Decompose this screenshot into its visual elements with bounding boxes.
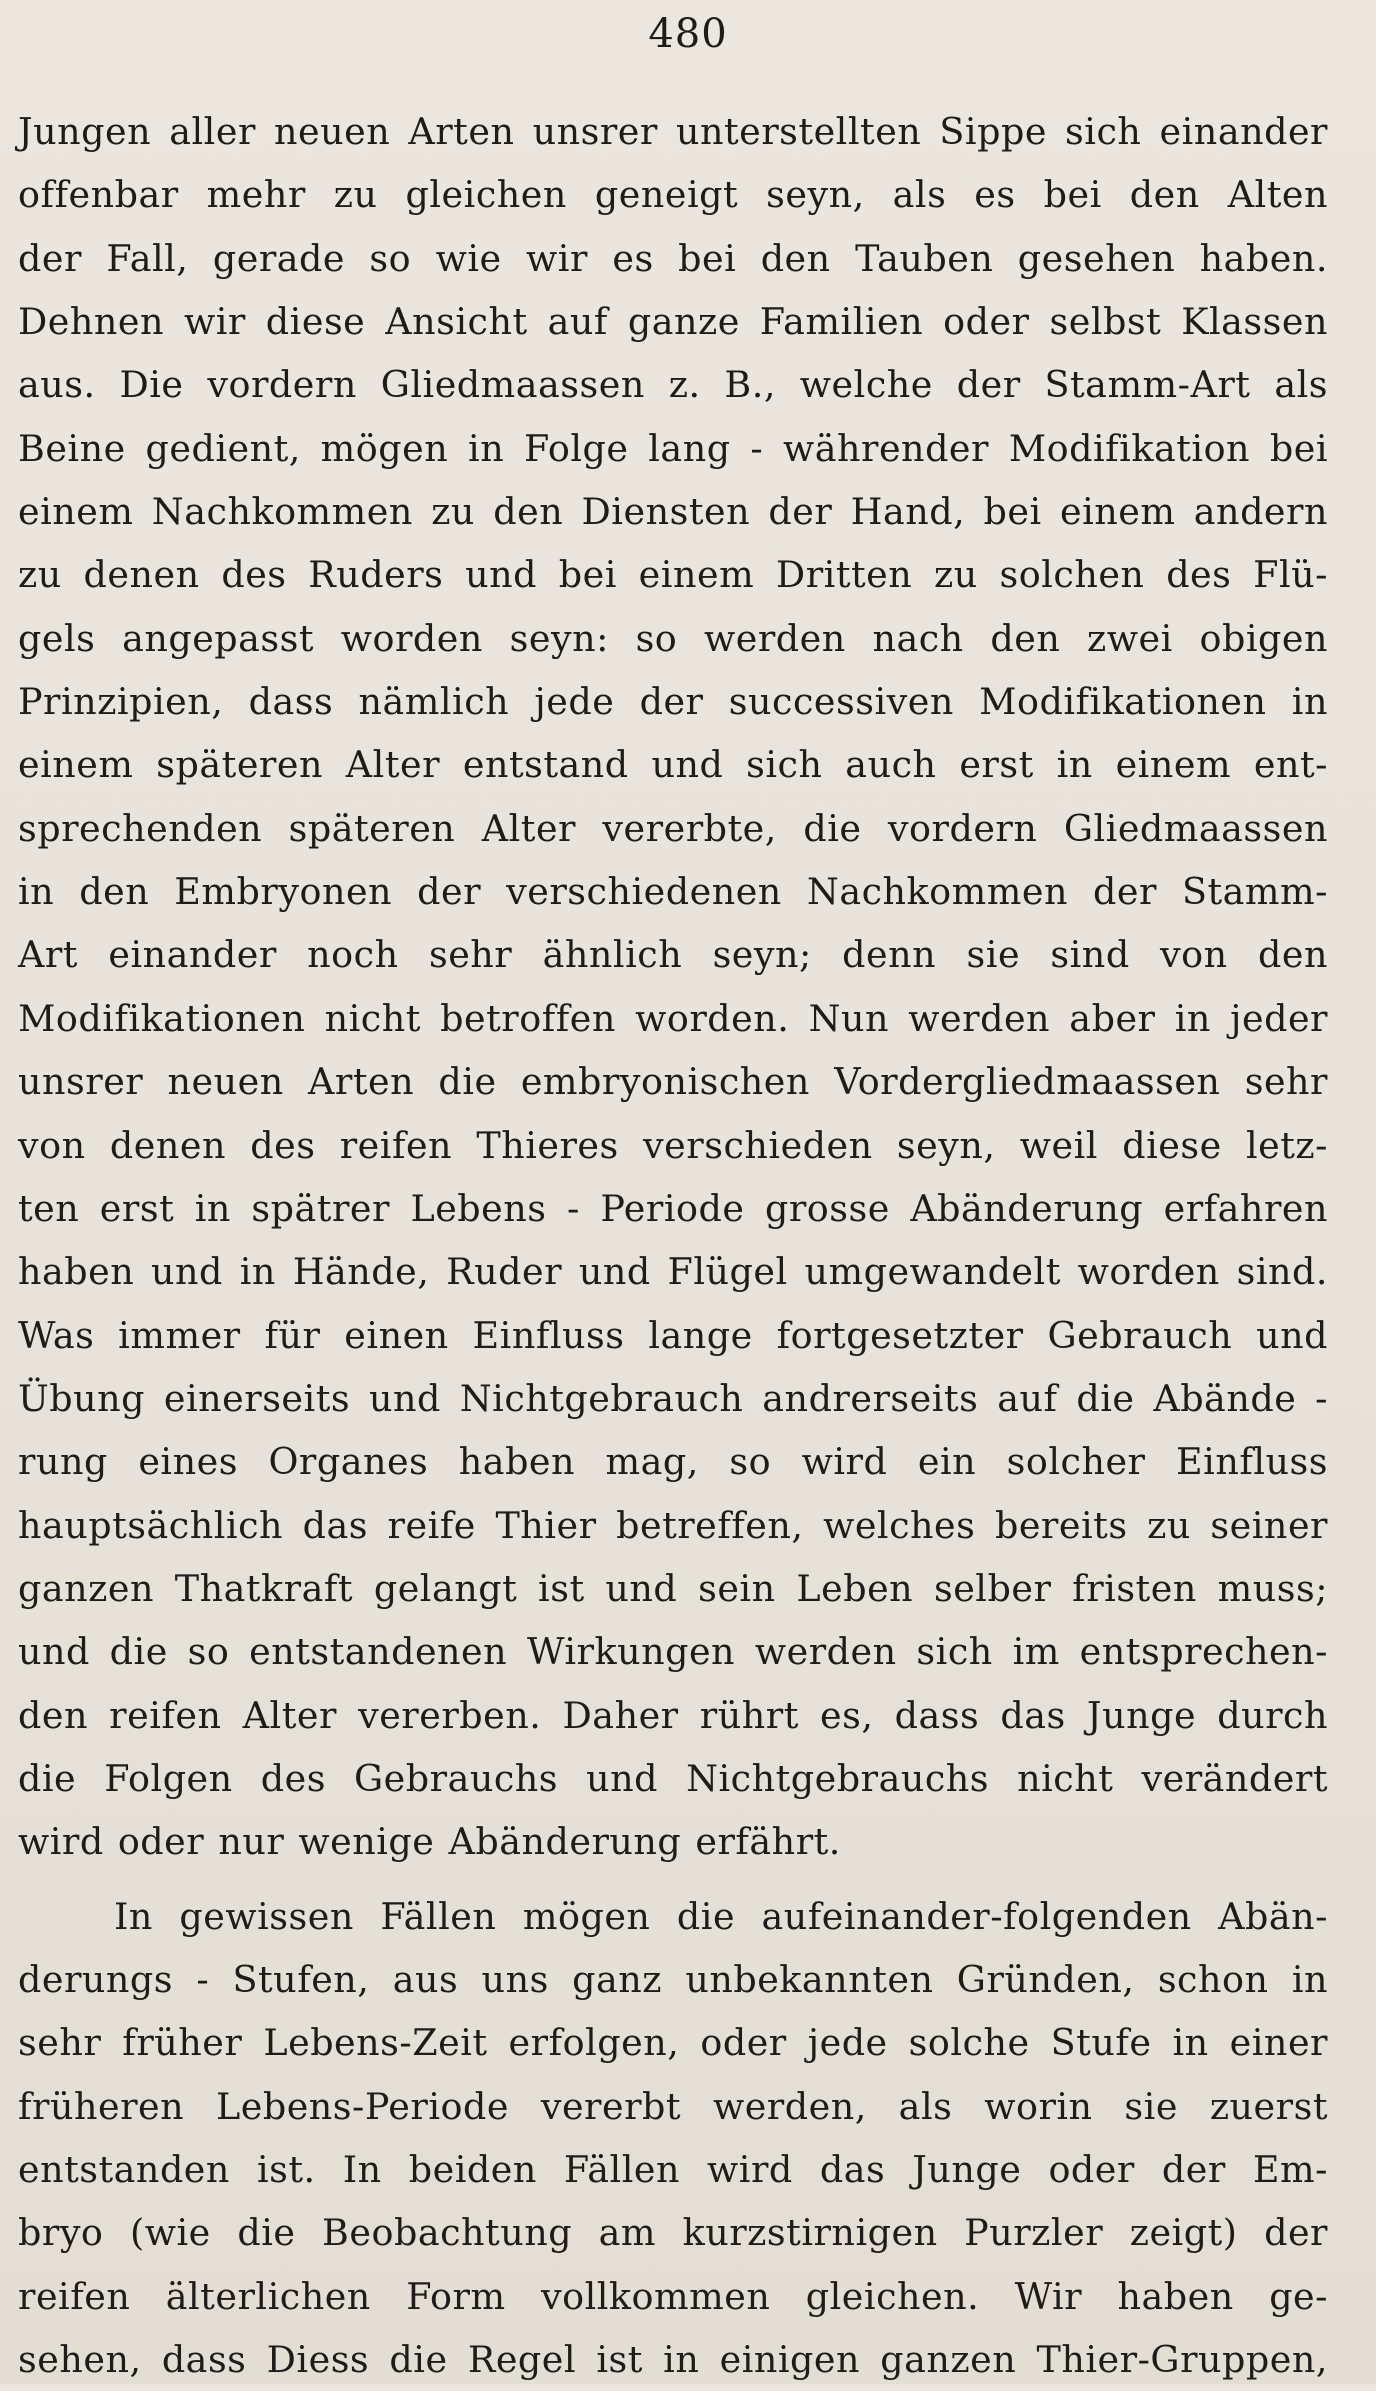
text-line: der Fall, gerade so wie wir es bei den Tauben gesehen haben. (18, 236, 1328, 280)
text-line: unsrer neuen Arten die embryonischen Vordergliedmaassen sehr (18, 1060, 1328, 1104)
text-line: früheren Lebens-Periode vererbt werden, als worin sie zuerst (18, 2084, 1328, 2128)
text-line: ganzen Thatkraft gelangt ist und sein Leben selber fristen muss; (18, 1566, 1328, 1610)
text-line: rung eines Organes haben mag, so wird ein solcher Einfluss (18, 1440, 1328, 1484)
text-line: hauptsächlich das reife Thier betreffen, welches bereits zu seiner (18, 1503, 1328, 1547)
text-line: Modifikationen nicht betroffen worden. Nun werden aber in jeder (18, 996, 1328, 1040)
text-line: Übung einerseits und Nichtgebrauch andrerseits auf die Abände - (18, 1376, 1328, 1420)
text-line: offenbar mehr zu gleichen geneigt seyn, als es bei den Alten (18, 173, 1328, 217)
text-line: sehr früher Lebens-Zeit erfolgen, oder jede solche Stufe in einer (18, 2021, 1328, 2065)
text-line: Was immer für einen Einfluss lange fortgesetzter Gebrauch und (18, 1313, 1328, 1357)
text-line: Jungen aller neuen Arten unsrer unterstellten Sippe sich einander (18, 110, 1328, 153)
paragraph-2 (18, 1885, 1328, 2391)
paragraph-1 (18, 100, 1328, 1874)
text-line: den reifen Alter vererben. Daher rührt es, dass das Junge durch (18, 1693, 1328, 1737)
text-line: gels angepasst worden seyn: so werden nach den zwei obigen (18, 616, 1328, 660)
body-text (18, 100, 1328, 2391)
text-line: die Folgen des Gebrauchs und Nichtgebrauchs nicht verändert (18, 1756, 1328, 1800)
text-line: reifen älterlichen Form vollkommen gleichen. Wir haben ge- (18, 2274, 1328, 2318)
text-line: sehen, dass Diess die Regel ist in einigen ganzen Thier-Gruppen, (18, 2338, 1328, 2382)
text-line: Prinzipien, dass nämlich jede der successiven Modifikationen in (18, 680, 1328, 724)
text-line: In gewissen Fällen mögen die aufeinander-folgenden Abän- (114, 1894, 1328, 1938)
text-line: von denen des reifen Thieres verschieden seyn, weil diese letz- (18, 1123, 1328, 1167)
text-line: Dehnen wir diese Ansicht auf ganze Familien oder selbst Klassen (18, 300, 1328, 344)
text-line: aus. Die vordern Gliedmaassen z. B., welche der Stamm-Art als (18, 363, 1328, 407)
text-line: und die so entstandenen Wirkungen werden sich im entsprechen- (18, 1630, 1328, 1674)
text-line: ten erst in spätrer Lebens - Periode grosse Abänderung erfahren (18, 1186, 1328, 1230)
text-line: einem späteren Alter entstand und sich auch erst in einem ent- (18, 743, 1328, 787)
paragraph-gap (18, 1874, 1328, 1885)
text-line: zu denen des Ruders und bei einem Dritten zu solchen des Flü- (18, 553, 1328, 597)
text-line: wird oder nur wenige Abänderung erfährt. (18, 1820, 841, 1864)
text-line: haben und in Hände, Ruder und Flügel umgewandelt worden sind. (18, 1250, 1328, 1294)
text-line: bryo (wie die Beobachtung am kurzstirnigen Purzler zeigt) der (18, 2211, 1328, 2255)
text-line: sprechenden späteren Alter vererbte, die vordern Gliedmaassen (18, 806, 1328, 850)
text-line: Beine gedient, mögen in Folge lang - währender Modifikation bei (18, 426, 1328, 470)
text-line: in den Embryonen der verschiedenen Nachkommen der Stamm- (18, 870, 1328, 914)
page-number: 480 (648, 11, 728, 57)
text-line: Art einander noch sehr ähnlich seyn; denn sie sind von den (18, 933, 1328, 977)
text-line: derungs - Stufen, aus uns ganz unbekannten Gründen, schon in (18, 1957, 1328, 2001)
text-line: einem Nachkommen zu den Diensten der Hand, bei einem andern (18, 490, 1328, 534)
text-line: entstanden ist. In beiden Fällen wird das Junge oder der Em- (18, 2148, 1328, 2191)
